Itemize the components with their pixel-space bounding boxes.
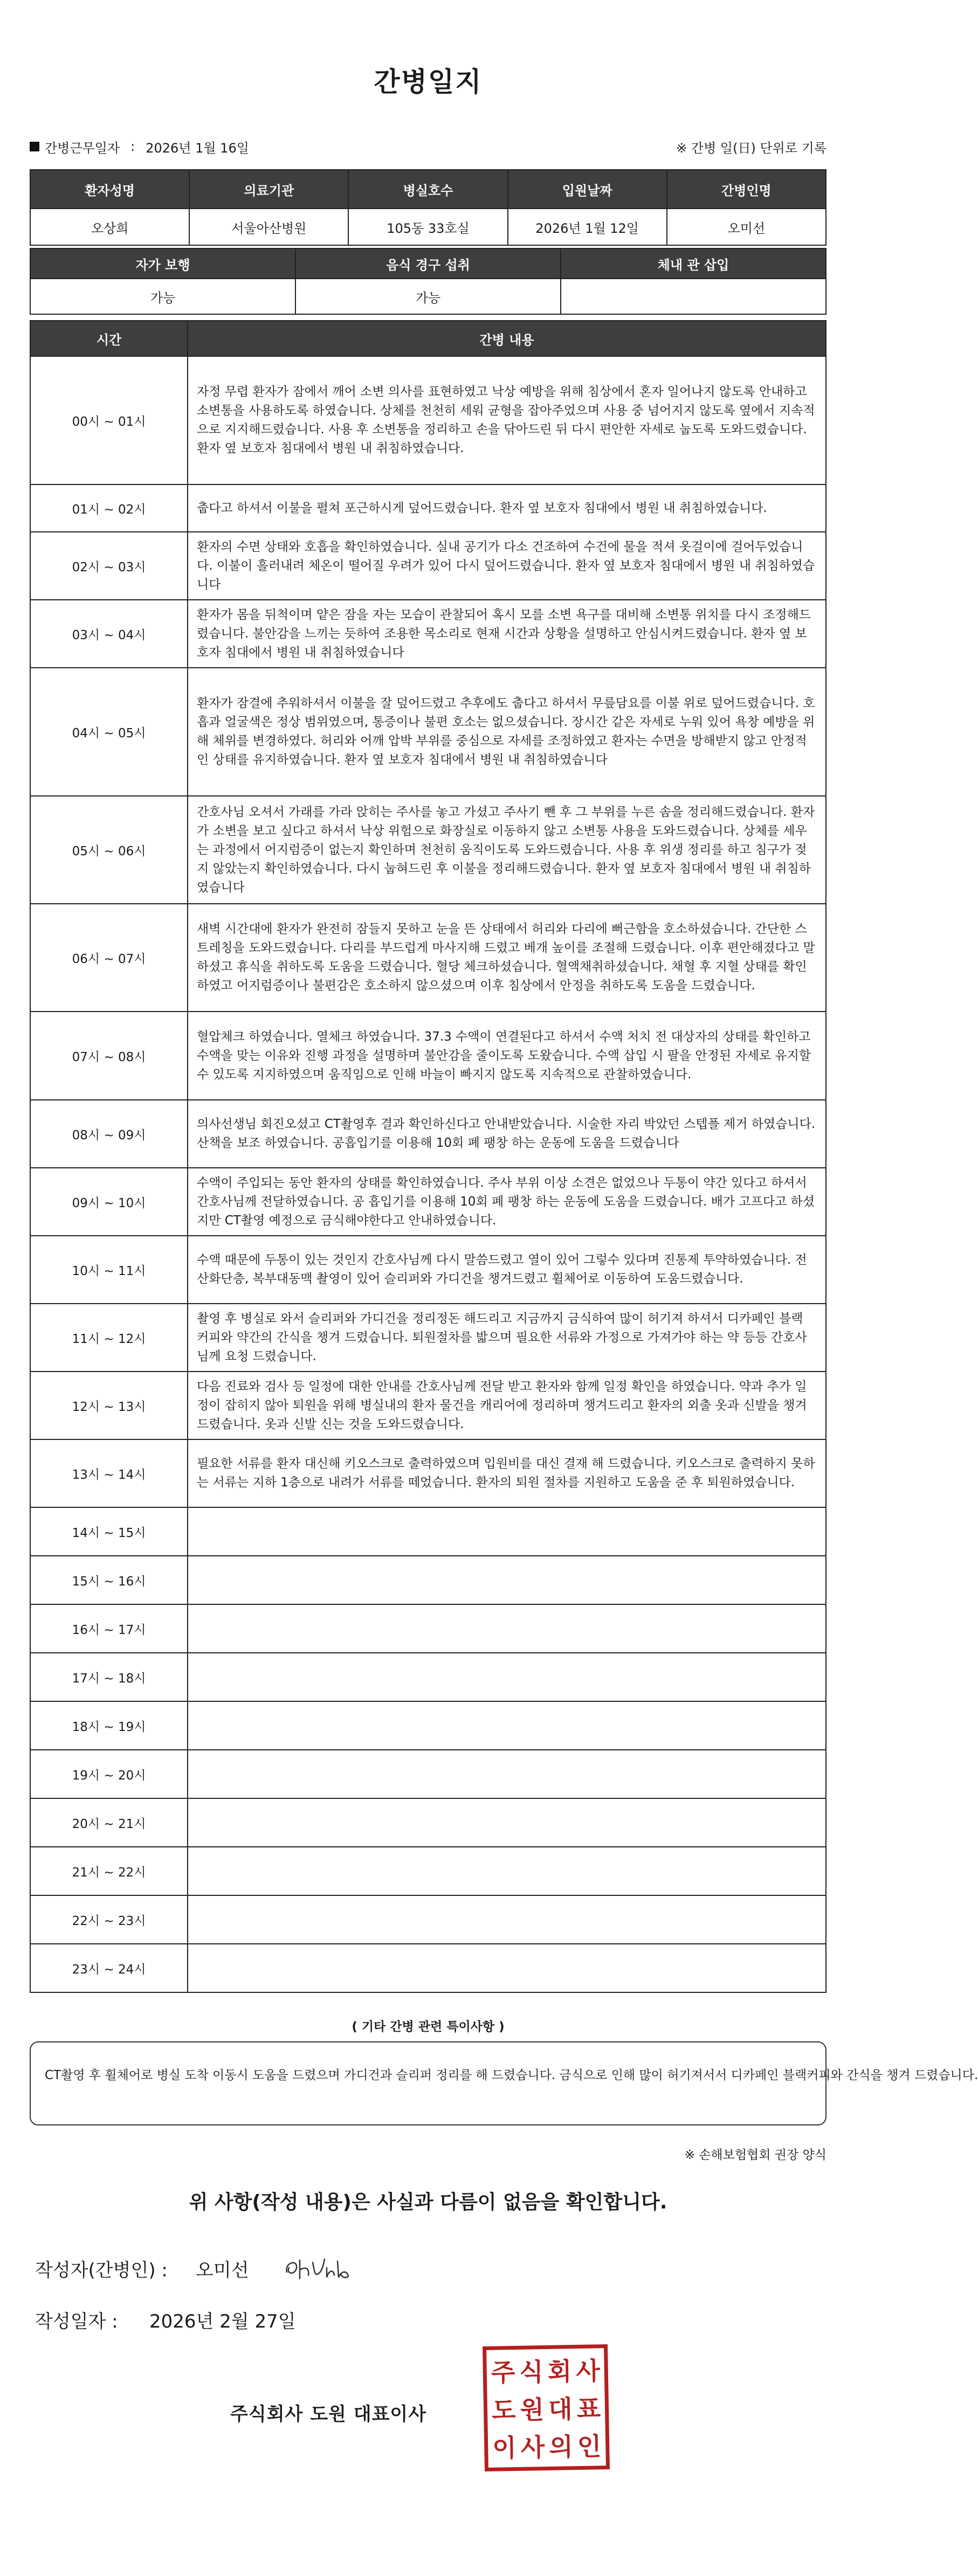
header-self-walking: 자가 보행 (30, 248, 295, 279)
care-status-table (30, 248, 827, 315)
care-log-content: 촬영 후 병실로 와서 슬리퍼와 가디건을 정리정돈 해드리고 지금까지 금식하여 많이 허기져 하셔서 디카페인 블랙 커피와 약간의 간식을 챙겨 드렸습니다. 퇴원절차를 밟으며 필요한 서류와 가정으로 가져가야 하는 약 등등 간호사님께 요청 드렸습니다. (188, 1304, 826, 1372)
patient-info-table (30, 169, 827, 246)
unit-note: ※ 간병 일(日) 단위로 기록 (676, 140, 827, 156)
care-log-content (188, 1653, 826, 1701)
care-log-row (30, 1439, 826, 1507)
care-log-row (30, 356, 826, 484)
document-title: 간병일지 (374, 66, 483, 98)
care-log-row (30, 1798, 826, 1847)
care-log-time: 05시 ~ 06시 (30, 796, 188, 904)
care-log-time: 07시 ~ 08시 (30, 1012, 188, 1100)
company-name: 주식회사 도원 대표이사 (230, 2404, 427, 2425)
care-log-time: 22시 ~ 23시 (30, 1895, 188, 1944)
care-log-content: 환자가 잠결에 추워하셔서 이불을 잘 덮어드렸고 추후에도 춥다고 하셔서 무릎담요를 이불 위로 덮어드렸습니다. 호흡과 얼굴색은 정상 범위였으며, 통증이나 불편 호소는 없으셨습니다. 장시간 같은 자세로 누워 있어 욕창 예방을 위해 체위를 변경하였다. 허리와 어깨 압박 부위를 중심으로 자세를 조정하였고 환자는 수면을 방해받지 않고 안정적인 상태를 유지하였습니다. 환자 옆 보호자 침대에서 병원 내 취침하였습니다 (188, 668, 826, 796)
care-log-time: 04시 ~ 05시 (30, 668, 188, 796)
care-status-value-row (30, 279, 826, 314)
care-log-time: 12시 ~ 13시 (30, 1372, 188, 1439)
care-log-content: 의사선생님 회진오셨고 CT촬영후 결과 확인하신다고 안내받았습니다. 시술한 자리 박았던 스텝플 제거 하였습니다. 산책을 보조 하였습니다. 공흡입기를 이용해 10회 폐 팽창 하는 운동에 도움을 드렸습니다 (188, 1100, 826, 1168)
care-log-time: 18시 ~ 19시 (30, 1701, 188, 1750)
care-log-content (188, 1556, 826, 1604)
care-log-content (188, 1798, 826, 1847)
patient-name: 오상희 (30, 209, 189, 245)
writer-row (30, 2249, 827, 2287)
admission-date: 2026년 1월 12일 (508, 209, 667, 245)
care-log-row (30, 1944, 826, 1992)
care-log-time: 15시 ~ 16시 (30, 1556, 188, 1604)
care-log-content: 환자의 수면 상태와 호흡을 확인하였습니다. 실내 공기가 다소 건조하여 수건에 물을 적셔 옷걸이에 걸어두었습니다. 이불이 흘러내려 체온이 떨어질 우려가 있어 다시 덮어드렸습니다. 환자 옆 보호자 침대에서 병원 내 취침하였습니다 (188, 532, 826, 600)
care-log-row (30, 1372, 826, 1439)
care-log-time: 08시 ~ 09시 (30, 1100, 188, 1168)
care-log-content (188, 1944, 826, 1992)
stamp-character: 대 (548, 2394, 573, 2424)
care-log-time: 00시 ~ 01시 (30, 356, 188, 484)
written-date-value: 2026년 2월 27일 (149, 2310, 296, 2332)
stamp-character: 도 (491, 2395, 516, 2425)
meta-row (30, 137, 827, 156)
stamp-character: 표 (576, 2394, 601, 2424)
care-log-content: 다음 진료와 검사 등 일정에 대한 안내를 간호사님께 전달 받고 환자와 함께 일정 확인을 하였습니다. 약과 추가 일정이 잡히지 않아 퇴원을 위해 병실내의 환자 물건을 캐리어에 정리하며 챙겨드리고 환자의 외출 옷과 신발을 챙겨드렸습니다. 옷과 신발 신는 것을 도와드렸습니다. (188, 1372, 826, 1439)
company-seal-stamp (483, 2344, 610, 2471)
writer-label: 작성자(간병인) : (35, 2259, 168, 2281)
care-log-header-row (30, 321, 826, 356)
header-hospital: 의료기관 (189, 170, 348, 209)
stamp-character: 주 (491, 2358, 515, 2387)
stamp-character: 사 (520, 2433, 545, 2462)
care-log-row (30, 1604, 826, 1653)
care-log-body (30, 356, 826, 1992)
care-log-row (30, 1750, 826, 1798)
care-log-row (30, 1556, 826, 1604)
care-log-content: 간호사님 오셔서 가래를 가라 앉히는 주사를 놓고 가셨고 주사기 뺀 후 그 부위를 누른 솜을 정리해드렸습니다. 환자가 소변을 보고 싶다고 하셔서 낙상 위험으로 화장실로 이동하지 않고 소변통 사용을 도와드렸습니다. 상체를 세우는 과정에서 어지럼증이 없는지 확인하며 천천히 움직이도록 도와드렸습니다. 사용 후 위생 정리를 하고 침구가 젖지 않았는지 확인하였습니다. 다시 눕혀드린 후 이불을 정리해드렸습니다. 환자 옆 보호자 침대에서 병원 내 취침하였습니다 (188, 796, 826, 904)
care-log-time: 13시 ~ 14시 (30, 1439, 188, 1507)
care-log-content: 필요한 서류를 환자 대신해 키오스크로 출력하였으며 입원비를 대신 결재 해 드렸습니다. 키오스크로 출력하지 못하는 서류는 지하 1층으로 내려가 서류를 떼었습니다. 환자의 퇴원 절차를 지원하고 도움을 준 후 퇴원하였습니다. (188, 1439, 826, 1507)
care-log-content (188, 1895, 826, 1944)
care-log-row (30, 904, 826, 1012)
source-note: ※ 손해보험협회 권장 양식 (684, 2148, 827, 2162)
care-log-content: 수액이 주입되는 동안 환자의 상태를 확인하였습니다. 주사 부위 이상 소견은 없었으나 두통이 약간 있다고 하셔서 간호사님께 전달하였습니다. 공 흡입기를 이용해 10회 폐 팽창 하는 운동에 도움을 드렸습니다. 배가 고프다고 하셨지만 CT촬영 예정으로 금식해야한다고 안내하였습니다. (188, 1168, 826, 1236)
written-date-label: 작성일자 : (35, 2310, 118, 2332)
care-log-row (30, 1653, 826, 1701)
hospital-name: 서울아산병원 (189, 209, 348, 245)
stamp-character: 회 (547, 2357, 572, 2386)
room-number: 105동 33호실 (348, 209, 507, 245)
care-log-time: 01시 ~ 02시 (30, 484, 188, 532)
care-log-row (30, 1100, 826, 1168)
header-time: 시간 (30, 321, 188, 356)
care-log-time: 23시 ~ 24시 (30, 1944, 188, 1992)
stamp-character: 사 (575, 2356, 601, 2386)
care-status-header-row (30, 248, 826, 279)
care-log-row (30, 1236, 826, 1304)
header-caregiver-name: 간병인명 (667, 170, 826, 209)
care-log-row (30, 668, 826, 796)
care-log-time: 02시 ~ 03시 (30, 532, 188, 600)
notes-text: CT촬영 후 휠체어로 병실 도착 이동시 도움을 드렸으며 가디건과 슬리퍼 정리를 해 드렸습니다. 금식으로 인해 많이 허기져서서 디카페인 블랙커피와 간식을 챙겨 드렸습니다. (45, 2068, 978, 2082)
care-log-content: 환자가 몸을 뒤척이며 얕은 잠을 자는 모습이 관찰되어 혹시 모를 소변 욕구를 대비해 소변통 위치를 다시 조정해드렸습니다. 불안감을 느끼는 듯하여 조용한 목소리로 현재 시간과 상황을 설명하고 안심시켜드렸습니다. 환자 옆 보호자 침대에서 병원 내 취침하였습니다 (188, 600, 826, 668)
stamp-character: 의 (548, 2432, 574, 2462)
care-log-time: 21시 ~ 22시 (30, 1847, 188, 1895)
care-log-content (188, 1750, 826, 1798)
care-log-row (30, 532, 826, 600)
stamp-character: 이 (492, 2433, 517, 2463)
care-log-time: 20시 ~ 21시 (30, 1798, 188, 1847)
care-log-row (30, 796, 826, 904)
self-walking-value: 가능 (30, 279, 295, 314)
care-log-time: 09시 ~ 10시 (30, 1168, 188, 1236)
care-log-row (30, 1847, 826, 1895)
header-oral-intake: 음식 경구 섭취 (295, 248, 561, 279)
notes-box (30, 2041, 978, 2125)
square-bullet-icon (30, 142, 39, 151)
care-log-content: 새벽 시간대에 환자가 완전히 잠들지 못하고 눈을 뜬 상태에서 허리와 다리에 뻐근함을 호소하셨습니다. 간단한 스트레칭을 도와드렸습니다. 다리를 부드럽게 마사지해 드렸고 베개 높이를 조절해 드렸습니다. 이후 편안해졌다고 말하셨고 휴식을 취하도록 도움을 드렸습니다. 혈당 체크하셨습니다. 혈액채취하셨습니다. 채혈 후 지혈 상태를 확인하였고 어지럼증이나 불편감은 호소하지 않으셨으며 이후 침상에서 안정을 취하도록 도움을 드렸습니다. (188, 904, 826, 1012)
care-log-time: 16시 ~ 17시 (30, 1604, 188, 1653)
writer-name: 오미선 (196, 2259, 249, 2281)
notes-heading: ( 기타 간병 관련 특이사항 ) (352, 2020, 505, 2034)
care-log-content: 수액 때문에 두통이 있는 것인지 간호사님께 다시 말씀드렸고 열이 있어 그렇수 있다며 진통제 투약하였습니다. 전산화단층, 복부대동맥 촬영이 있어 슬리퍼와 가디건을 챙겨드렸고 휠체어로 이동하여 도움드렸습니다. (188, 1236, 826, 1304)
care-log-row (30, 1507, 826, 1556)
stamp-character: 식 (519, 2357, 544, 2387)
care-log-time: 06시 ~ 07시 (30, 904, 188, 1012)
care-log-time: 17시 ~ 18시 (30, 1653, 188, 1701)
care-log-row (30, 1304, 826, 1372)
work-date-value: 2026년 1월 16일 (146, 140, 249, 156)
care-log-content: 춥다고 하셔서 이불을 펼쳐 포근하시게 덮어드렸습니다. 환자 옆 보호자 침대에서 병원 내 취침하였습니다. (188, 484, 826, 532)
company-signature-area (30, 2336, 827, 2481)
care-log-content (188, 1507, 826, 1556)
care-journal-page (30, 0, 978, 2481)
care-log-row (30, 1701, 826, 1750)
care-log-row (30, 1895, 826, 1944)
care-log-time: 14시 ~ 15시 (30, 1507, 188, 1556)
work-date (30, 137, 249, 156)
tube-insertion-value (561, 279, 826, 314)
care-log-row (30, 484, 826, 532)
care-log-time: 19시 ~ 20시 (30, 1750, 188, 1798)
header-care-content: 간병 내용 (188, 321, 826, 356)
care-log-time: 10시 ~ 11시 (30, 1236, 188, 1304)
care-log-time: 03시 ~ 04시 (30, 600, 188, 668)
care-log-table (30, 320, 827, 1993)
header-patient-name: 환자성명 (30, 170, 189, 209)
care-log-row (30, 1012, 826, 1100)
patient-info-value-row (30, 209, 826, 245)
caregiver-name: 오미선 (667, 209, 826, 245)
header-admission-date: 입원날짜 (508, 170, 667, 209)
work-date-separator: : (130, 139, 135, 154)
oral-intake-value: 가능 (295, 279, 561, 314)
care-log-content: 자정 무렵 환자가 잠에서 깨어 소변 의사를 표현하였고 낙상 예방을 위해 침상에서 혼자 일어나지 않도록 안내하고 소변통을 사용하도록 하였습니다. 상체를 천천히 세워 균형을 잡아주었으며 사용 중 넘어지지 않도록 옆에서 지속적으로 지지해드렸습니다. 사용 후 소변통을 정리하고 손을 닦아드린 뒤 다시 편안한 자세로 눕도록 도와드렸습니다.환자 옆 보호자 침대에서 병원 내 취침하였습니다. (188, 356, 826, 484)
patient-info-header-row (30, 170, 826, 209)
care-log-content: 혈압체크 하였습니다. 열체크 하였습니다. 37.3 수액이 연결된다고 하셔서 수액 처치 전 대상자의 상태를 확인하고 수액을 맞는 이유와 진행 과정을 설명하며 불안감을 줄이도록 도왔습니다. 수액 삽입 시 팔을 안정된 자세로 유지할 수 있도록 지지하였으며 움직임으로 인해 바늘이 빠지지 않도록 지속적으로 관찰하였습니다. (188, 1012, 826, 1100)
written-date-row (30, 2303, 827, 2336)
care-log-time: 11시 ~ 12시 (30, 1304, 188, 1372)
stamp-character: 원 (520, 2395, 545, 2425)
handwritten-signature (281, 2252, 357, 2285)
care-log-content (188, 1604, 826, 1653)
header-room: 병실호수 (348, 170, 507, 209)
care-log-content (188, 1847, 826, 1895)
confirmation-statement: 위 사항(작성 내용)은 사실과 다름이 없음을 확인합니다. (189, 2191, 667, 2213)
care-log-row (30, 1168, 826, 1236)
work-date-label: 간병근무일자 (45, 140, 120, 156)
stamp-character: 인 (577, 2432, 602, 2461)
care-log-content (188, 1701, 826, 1750)
header-tube-insertion: 체내 관 삽입 (561, 248, 826, 279)
care-log-row (30, 600, 826, 668)
